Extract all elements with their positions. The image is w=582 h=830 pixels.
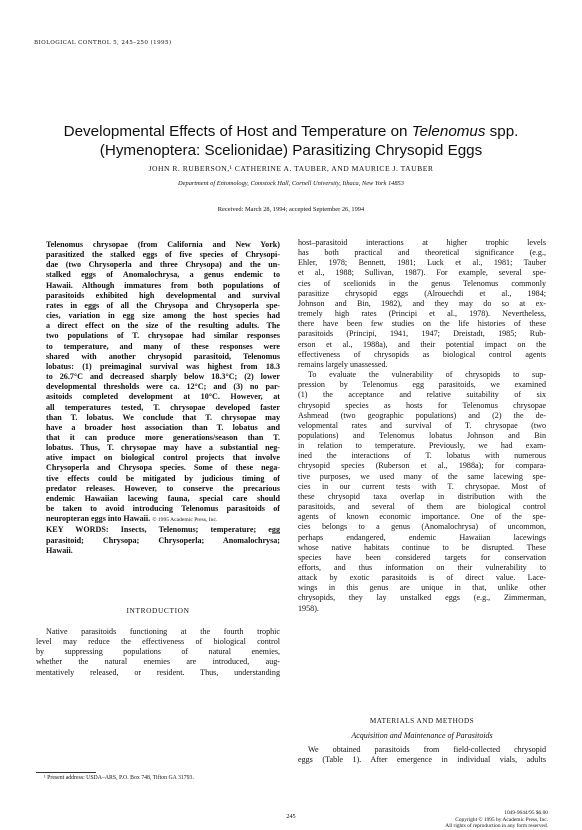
text-line: Ashmead (two geographic populations) and (2) the de- [298,410,546,420]
keywords [36,525,280,555]
copyright-block [445,810,548,830]
text-line: Ehler, 1978; Bennett, 1981; Luck et al., 1981; Tauber [298,258,546,268]
footnote-divider [36,772,96,773]
text-line: lobatus. Thus, T. chrysopae may have a substantial neg- [46,443,280,453]
text-line: lobatus: (1) preimaginal survival was highest from 18.3 [46,361,280,371]
text-line: remains largely unassessed. [298,359,388,369]
affiliation: Department of Entomology, Comstock Hall, Cornell University, Ithaca, New York 14853 [178,180,404,187]
right-column-text [298,238,546,614]
text-line: to 26.7°C and decreased sharply below 18.3°C; (2) lower [46,372,280,382]
text-line: stalked eggs of Anomalochrysa, a genus endemic to [46,270,280,280]
text-line: tive purposes, we used many of the same lacewing spe- [298,471,546,481]
text-line: Telenomus chrysopae (from California and New York) [46,240,280,249]
text-line: erson et al., 1988a), and their potential impact on the [298,339,546,349]
article-title [20,122,562,160]
text-line: have a broader host association than T. lobatus and [46,422,280,432]
text-line: parasitoids, and several of them are biological control [298,502,546,512]
text-line: velopmental rates and survival of T. chrysopae (two [298,420,546,430]
text-line: neuropteran eggs into Hawaii. © 1995 Academic Press, Inc. [46,514,218,524]
text-line: shared with another chrysopid parasitoid, Telenomus [46,351,280,361]
methods-heading: MATERIALS AND METHODS [369,717,475,725]
text-line: attack by exotic parasitoids is of direct value. Lace- [298,573,546,583]
keywords-text: Insects, Telenomus; temperature; egg [120,525,280,535]
text-line: chrysopid species as hosts for Telenomus chrysopae [298,400,546,410]
introduction-heading: INTRODUCTION [126,606,190,615]
page-number: 245 [286,813,296,820]
text-line: species have been considered targets for conservation [298,552,546,562]
keywords-text: parasitoid; Chrysopa; Chrysoperla; Anomalochrysa; [46,535,280,545]
text-line: by suppressing populations of natural enemies, [36,647,280,657]
text-line: cies of scelionids in the genus Telenomus commonly [298,278,546,288]
text-line: endemic Hawaiian lacewing fauna, special care should [46,493,280,503]
text-line: mentatively released, or resident. Thus, understanding [36,667,280,677]
title-text: Developmental Effects of Host and Temperature on [63,123,412,140]
text-line: in relation to temperature. Previously, we had exam- [298,441,546,451]
text-line: populations) and Telenomus lobatus Johnson and Bin [298,430,546,440]
text-line: there have been few studies on the life histories of these [298,319,546,329]
text-line: parasitoids (Principi, 1941, 1947; Dreistadt, 1985; Rub- [298,329,546,339]
text-line: parasitized the stalked eggs of five species of Chrysopi- [46,250,280,260]
text-line: host–parasitoid interactions at higher trophic levels [298,238,546,247]
keywords-text: Hawaii. [46,545,73,555]
abstract-column [36,240,280,556]
text-line: We obtained parasitoids from field-collected chrysopid [308,745,546,754]
abstract-copyright: © 1995 Academic Press, Inc. [152,517,218,524]
keywords-line [36,546,280,556]
text-line: rates in eggs of all the Chrysopa and Chrysoperla spe- [46,300,280,310]
title-text-end: spp. [485,123,519,140]
text-line: 1958). [298,603,319,613]
text-line: pression by Telenomus egg parasitoids, we examined [298,380,546,390]
received-dates: Received: March 28, 1994; accepted September 26, 1994 [217,206,365,213]
abstract [36,240,280,525]
text-line: Johnson and Bin, 1982), and they may do so at ex- [298,298,546,308]
keywords-line [36,525,280,535]
text-line: et al., 1988; Sullivan, 1987). For example, several spe- [298,268,546,278]
text-line: than T. lobatus. We conclude that T. chrysopae may [46,412,280,422]
title-line-2: (Hymenoptera: Scelionidae) Parasitizing Chrysopid Eggs [99,142,483,159]
text-line: whose native habitats continue to be disrupted. These [298,542,546,552]
issn-line: 1049-9644/95 $6.00 [504,810,548,816]
text-line: effectiveness of chrysopids as biological control agents [298,349,546,359]
text-line: ined the interactions of T. lobatus with numerous [298,451,546,461]
text-line: that it can produce more generations/season than T. [46,432,280,442]
text-line: two populations of T. chrysopae had similar responses [46,331,280,341]
text-line: developmental thresholds were ca. 12°C; and (3) no par- [46,382,280,392]
text-line: chrysopid species (Ruberson et al., 1988a); for compara- [298,461,546,471]
copyright-line: Copyright © 1995 by Academic Press, Inc. [455,816,548,823]
text-line: efforts, and thus information on their vulnerability to [298,563,546,572]
text-line: be taken to avoid introducing Telenomus parasitoids of [46,504,280,514]
text-line: has both practical and theoretical significance (e.g., [298,248,546,258]
text-line: (1) the acceptance and relative suitability of six [298,390,546,400]
text-line: ative impact on biological control projects that involve [46,453,280,463]
text-line: tremely high rates (Principi et al., 1978). Nevertheless, [298,309,546,319]
text-line: all temperatures tested, T. chrysopae developed faster [46,402,280,412]
text-line: Chrysoperla and Chrysopa species. Some of these nega- [46,463,280,473]
text-line: a direct effect on the size of the resulting adults. The [46,321,280,331]
text-line: parasitoids exhibited high developmental and survival [46,290,280,300]
text-line: level may reduce the effectiveness of biological control [36,637,280,647]
footnote: ¹ Present address: USDA–ARS, P.O. Box 748, Tifton GA 31793. [44,775,194,781]
text-line: cies belongs to a genus (Anomalochrysa) of uncommon, [298,522,546,532]
text-line: eggs (Table 1). After emergence in individual vials, adults [298,755,546,765]
text-line: predator releases. However, to conserve the precarious [46,483,280,493]
author-list: JOHN R. RUBERSON,¹ CATHERINE A. TAUBER, AND MAURICE J. TAUBER [148,164,434,173]
text-line: chrysopids, they lay unstalked eggs (e.g., Zimmerman, [298,593,546,603]
title-line-1 [20,122,562,141]
rights-line: All rights of reproduction in any form reserved. [445,823,548,830]
text-line: dae (two Chrysoperla and three Chrysopa) and the un- [46,260,280,270]
text-line: cies in our current tests with T. chrysopae. Most of [298,481,546,491]
introduction-text [36,627,280,678]
keywords-line [36,536,280,546]
text-line: To evaluate the vulnerability of chrysopids to sup- [308,370,546,380]
text-line: parasitize chrysopid eggs (Alrouechdi et al., 1984; [298,288,546,298]
text-line: Native parasitoids functioning at the fourth trophic [46,627,280,636]
text-line: these chrysopid taxa overlap in distribution with the [298,491,546,501]
text-line: tive effects could be mitigated by judicious timing of [46,473,280,483]
text-line: wings in this genus are unique in that, unlike other [298,583,546,593]
text-line: whether the natural enemies are introduced, aug- [36,657,280,667]
text-line: cies, variation in egg size among the host species had [46,311,280,321]
text-line: agents of known economic importance. One of the spe- [298,512,546,522]
keywords-label: KEY WORDS: [46,525,121,535]
text-line: to temperature, and many of these responses were [46,341,280,351]
methods-subheading: Acquisition and Maintenance of Parasitoids [351,731,493,740]
text-line: perhaps endangered, endemic Hawaiian lacewings [298,532,546,542]
methods-text [298,745,546,765]
title-genus: Telenomus [411,123,486,140]
text-line: asitoids completed development at 10°C. However, at [46,392,280,402]
running-head: BIOLOGICAL CONTROL 5, 245–250 (1995) [34,40,172,46]
text-line: Hawaii. Although immatures from both populations of [46,280,280,290]
